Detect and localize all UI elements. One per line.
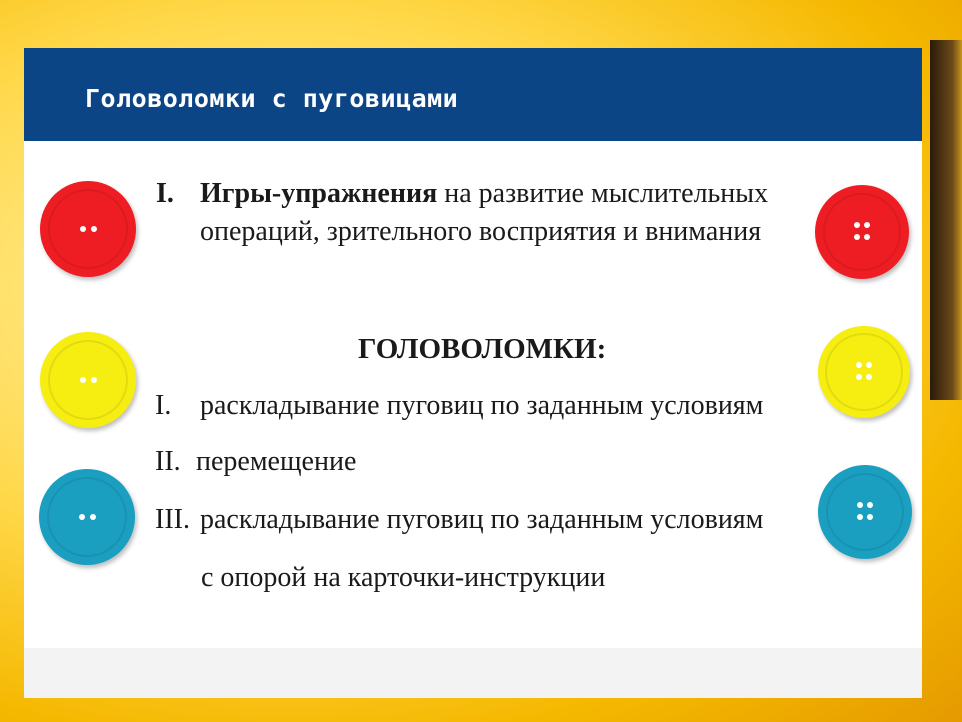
list-item-number: I.	[155, 390, 172, 421]
intro-number: I.	[156, 178, 174, 209]
list-item	[155, 504, 763, 536]
yellow-button-icon	[40, 332, 136, 428]
list-item-text: раскладывание пуговиц по заданным условиям	[200, 390, 764, 421]
intro-rest-text: на развитие мыслительных	[437, 178, 769, 209]
intro-line-2: операций, зрительного восприятия и внимания	[200, 216, 762, 247]
background-edge	[930, 40, 962, 400]
yellow-button-icon	[818, 326, 910, 418]
slide-title: Головоломки с пуговицами	[85, 84, 459, 113]
list-item	[155, 446, 356, 478]
slide	[24, 48, 922, 698]
blue-button-icon	[818, 465, 912, 559]
list-item-text: перемещение	[196, 446, 357, 477]
list-item-number: II.	[155, 446, 181, 477]
intro-bold-text: Игры-упражнения	[200, 178, 438, 209]
list-item-number: III.	[155, 504, 190, 535]
intro-line-1	[156, 178, 768, 210]
red-button-icon	[40, 181, 136, 277]
puzzles-heading: ГОЛОВОЛОМКИ:	[358, 333, 607, 365]
list-item-continuation: с опорой на карточки-инструкции	[201, 562, 606, 593]
list-item-text: раскладывание пуговиц по заданным условиям	[200, 504, 764, 535]
blue-button-icon	[39, 469, 135, 565]
slide-header	[24, 48, 922, 141]
slide-footer-band	[24, 648, 922, 698]
list-item	[155, 390, 763, 422]
red-button-icon	[815, 185, 909, 279]
